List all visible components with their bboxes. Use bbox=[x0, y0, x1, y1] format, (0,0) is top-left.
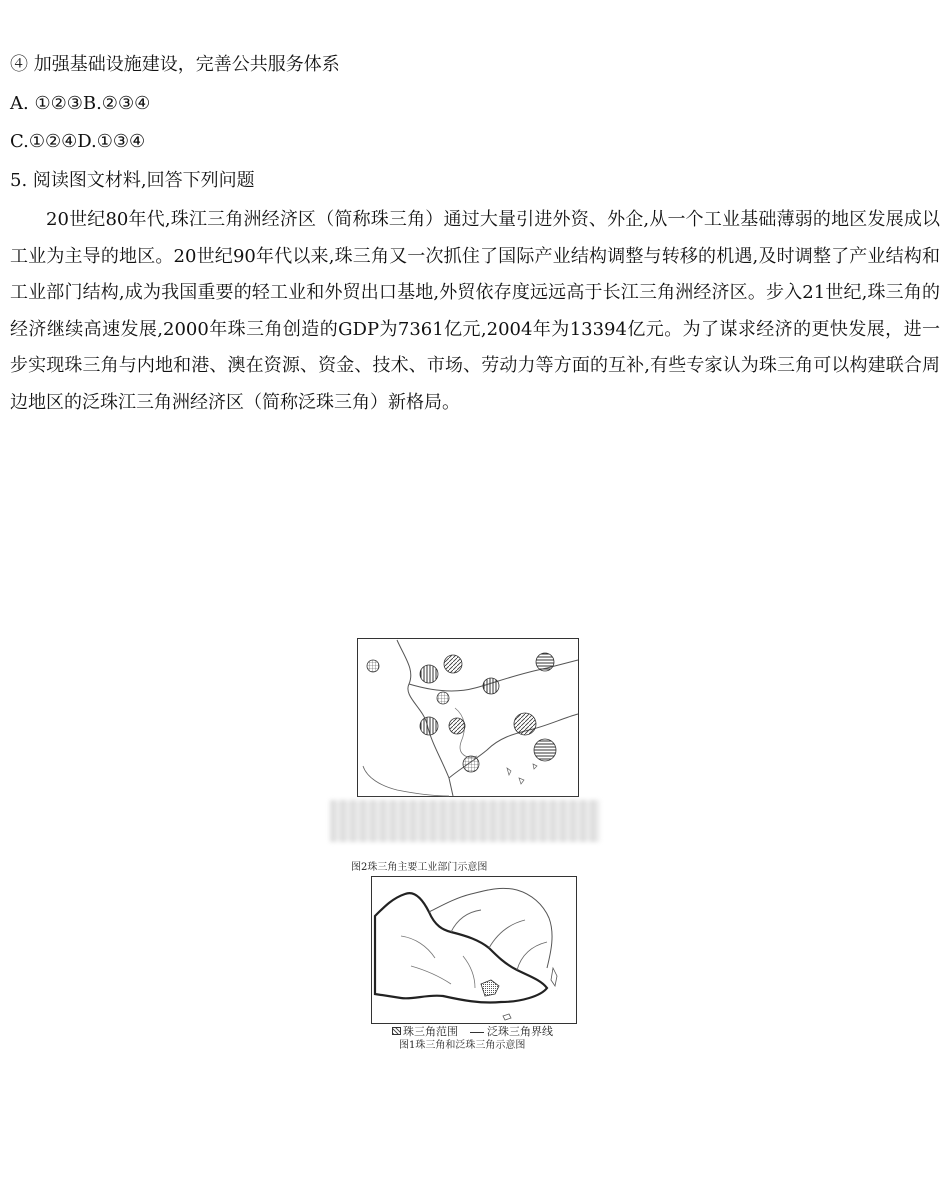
legend-pan-prd-boundary: 泛珠三角界线 bbox=[487, 1025, 553, 1038]
boundary-line-icon bbox=[470, 1032, 484, 1033]
choices-a-b: A. ①②③B.②③④ bbox=[10, 93, 151, 114]
legend-prd-region: 珠三角范围 bbox=[403, 1025, 458, 1038]
figure-1-caption: 图1珠三角和泛珠三角示意图 bbox=[399, 1040, 526, 1051]
figure-2-caption: 图2珠三角主要工业部门示意图 bbox=[351, 862, 488, 873]
pan-prd-map bbox=[371, 876, 577, 1024]
prd-region-swatch-icon bbox=[392, 1027, 401, 1035]
question-5-paragraph: 20世纪80年代,珠江三角洲经济区（简称珠三角）通过大量引进外资、外企,从一个工业基础薄弱的地区发展成以工业为主导的地区。20世纪90年代以来,珠三角又一次抓住了国际产业结构调整与转移的机遇,及时调整了产业结构和工业部门结构,成为我国重要的轻工业和外贸出口基地,外贸依存度远远高于长江三角洲经济区。步入21世纪,珠三角的经济继续高速发展,2000年珠三角创造的GDP为7361亿元,2004年为13394亿元。为了谋求经济的更快发展，进一步实现珠三角与内地和港、澳在资源、资金、技术、市场、劳动力等方面的互补,有些专家认为珠三角可以构建联合周边地区的泛珠江三角洲经济区（简称泛珠三角）新格局。 bbox=[10, 209, 940, 413]
option-4-line: ④ 加强基础设施建设，完善公共服务体系 bbox=[10, 54, 340, 75]
blurred-legend bbox=[330, 800, 600, 842]
choices-c-d: C.①②④D.①③④ bbox=[10, 131, 146, 152]
figure-1-legend bbox=[392, 1025, 553, 1038]
industry-sectors-map bbox=[357, 638, 579, 798]
question-5-heading: 5. 阅读图文材料,回答下列问题 bbox=[10, 170, 255, 191]
